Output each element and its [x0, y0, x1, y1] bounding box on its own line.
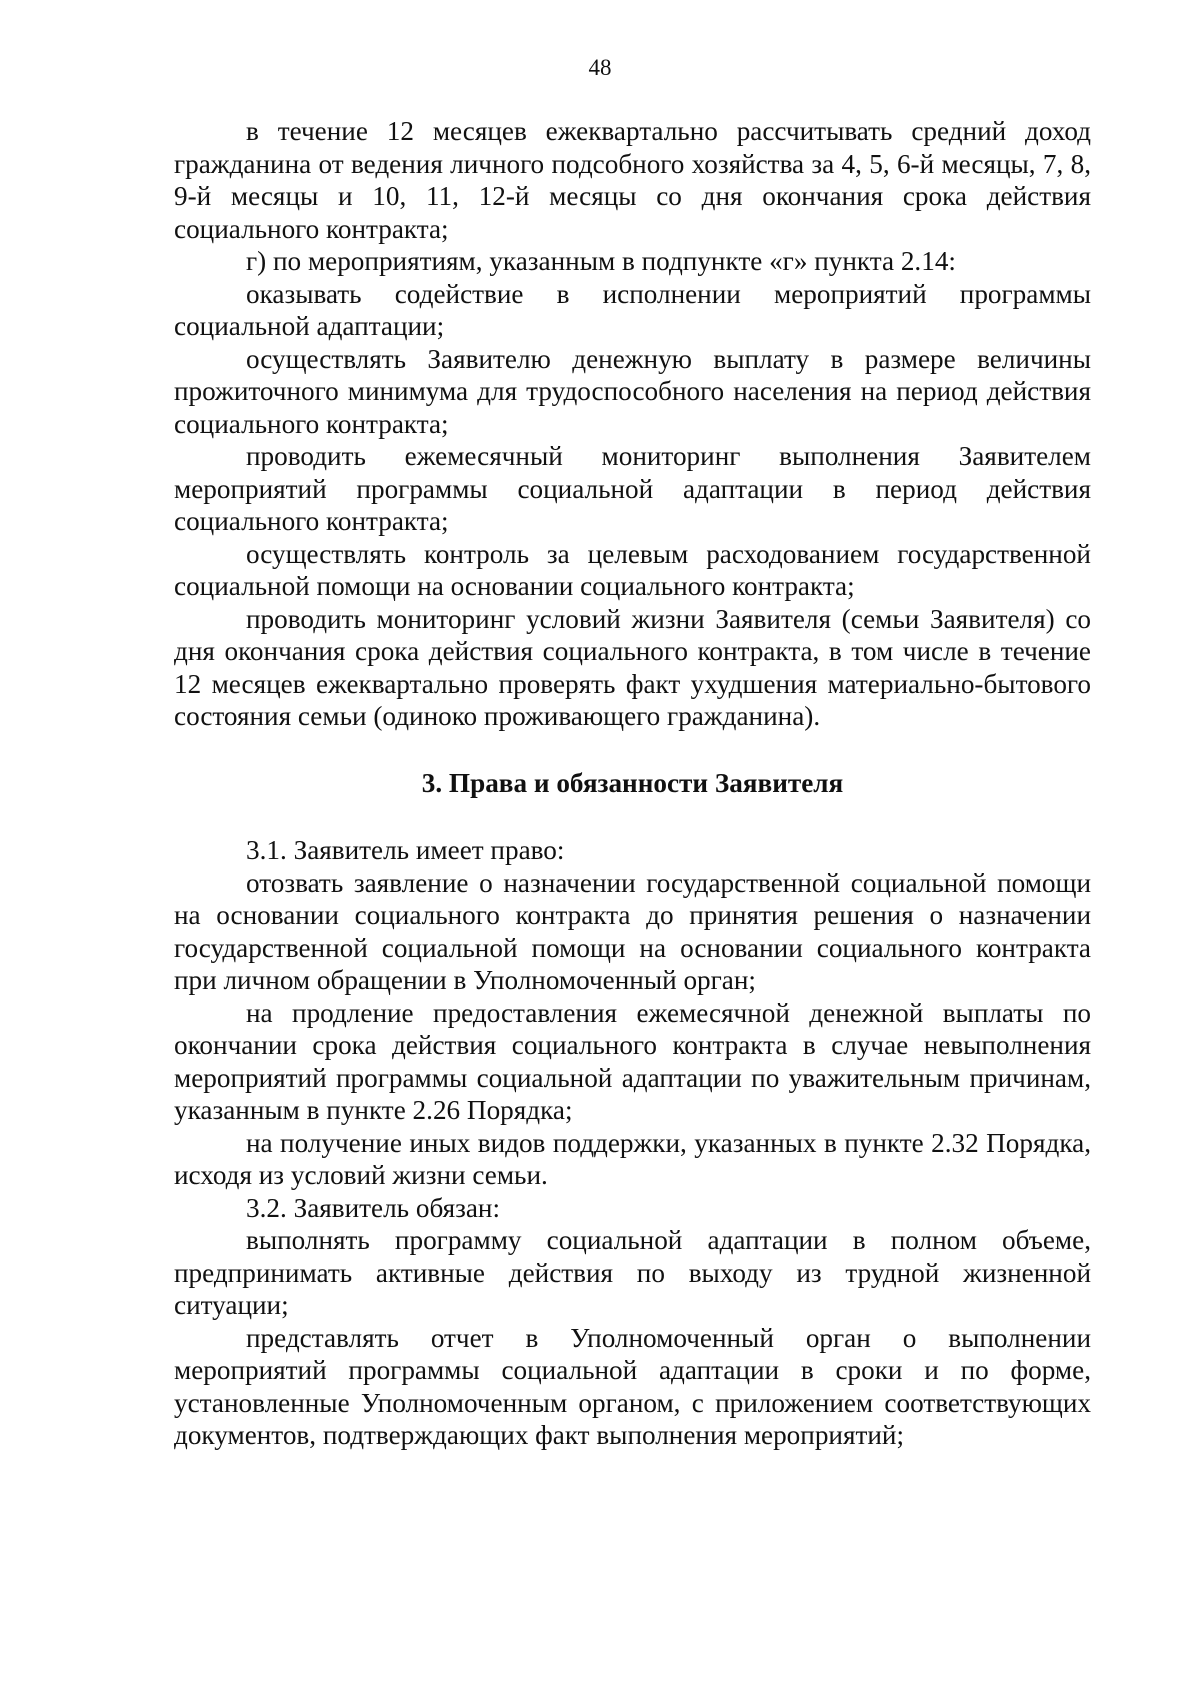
- paragraph: проводить мониторинг условий жизни Заявителя (семьи Заявителя) со дня окончания срока действия социального контракта, в том числе в течение 12 месяцев ежеквартально проверять факт ухудшения материально-бытового состояния семьи (одиноко проживающего гражданина).: [174, 603, 1091, 731]
- paragraph: оказывать содействие в исполнении мероприятий программы социальной адаптации;: [174, 278, 1091, 341]
- paragraph: в течение 12 месяцев ежеквартально рассчитывать средний доход гражданина от ведения личного подсобного хозяйства за 4, 5, 6-й месяцы, 7, 8, 9-й месяцы и 10, 11, 12-й месяцы со дня окончания срока действия социального контракта;: [174, 116, 1091, 244]
- paragraph: представлять отчет в Уполномоченный орган о выполнении мероприятий программы социальной адаптации в сроки и по форме, установленные Уполномоченным органом, с приложением соответствующих документов, подтверждающих факт выполнения мероприятий;: [174, 1322, 1091, 1450]
- paragraph: 3.2. Заявитель обязан:: [246, 1192, 501, 1223]
- section-heading: 3. Права и обязанности Заявителя: [421, 767, 844, 798]
- paragraph: выполнять программу социальной адаптации в полном объеме, предпринимать активные действия по выходу из трудной жизненной ситуации;: [174, 1225, 1091, 1320]
- paragraph: г) по мероприятиям, указанным в подпункте «г» пункта 2.14:: [246, 246, 956, 276]
- paragraph: на получение иных видов поддержки, указанных в пункте 2.32 Порядка, исходя из условий жизни семьи.: [174, 1127, 1091, 1190]
- paragraph: 3.1. Заявитель имеет право:: [246, 835, 565, 865]
- document-body: [174, 115, 1091, 1452]
- paragraph: осуществлять Заявителю денежную выплату в размере величины прожиточного минимума для трудоспособного населения на период действия социального контракта;: [174, 343, 1091, 439]
- page-number: 48: [588, 55, 612, 80]
- paragraph: проводить ежемесячный мониторинг выполнения Заявителем мероприятий программы социальной адаптации в период действия социального контракта;: [174, 441, 1091, 536]
- paragraph: осуществлять контроль за целевым расходованием государственной социальной помощи на основании социального контракта;: [174, 538, 1091, 601]
- paragraph: отозвать заявление о назначении государственной социальной помощи на основании социального контракта до принятия решения о назначении государственной социальной помощи на основании социального контракта при личном обращении в Уполномоченный орган;: [174, 867, 1091, 995]
- paragraph: на продление предоставления ежемесячной денежной выплаты по окончании срока действия социального контракта в случае невыполнения мероприятий программы социальной адаптации по уважительным причинам, указанным в пункте 2.26 Порядка;: [174, 997, 1091, 1125]
